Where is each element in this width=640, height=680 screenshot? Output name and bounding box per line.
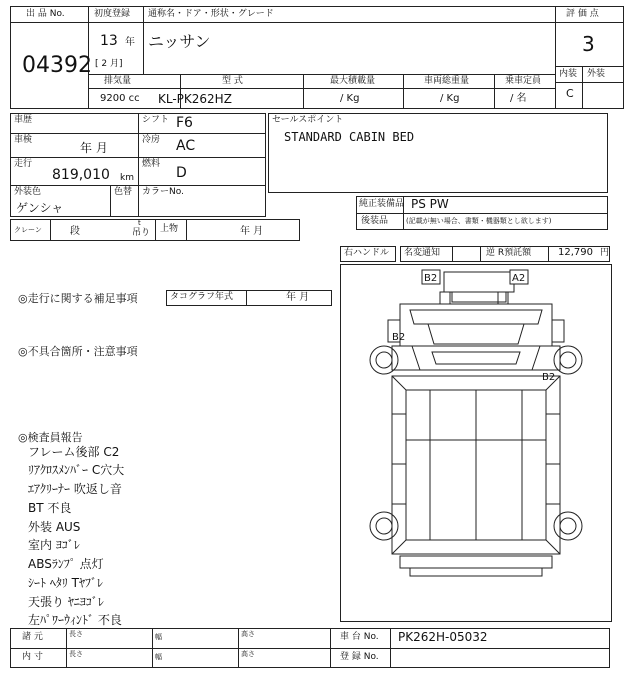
interior-grade: C: [566, 87, 574, 100]
crane-tonnage: t: [138, 219, 141, 227]
meter-change-label: 名変通知: [404, 248, 441, 258]
first-reg-year-unit: 年: [125, 37, 135, 48]
fuel-label: 燃料: [142, 159, 161, 169]
height-label-inner: 高さ: [241, 650, 255, 658]
width-label: 幅: [155, 633, 162, 641]
list-item: 外装 AUS: [28, 520, 81, 534]
list-item: 天張り ﾔﾆﾖｺﾞﾚ: [28, 595, 104, 609]
color-change-label: 色替: [114, 187, 133, 197]
aftermarket-note: (記載が無い場合、書類・機器類とし欲します): [406, 217, 552, 225]
diagram-mark: B2: [392, 332, 406, 343]
loading-date: 年 月: [240, 226, 264, 237]
displacement: 9200 cc: [100, 93, 140, 104]
gross-weight-label: 車両総重量: [424, 76, 470, 86]
capacity-label: 乗車定員: [505, 76, 542, 86]
yen-label: 円: [600, 248, 610, 258]
interior-grade-label: 内装: [559, 69, 578, 79]
maker-name: ニッサン: [148, 32, 211, 51]
mileage-unit: km: [120, 173, 134, 183]
max-load-label: 最大積載量: [330, 76, 376, 86]
equipment-label: 純正装備品: [359, 199, 405, 209]
capacity: / 名: [510, 93, 527, 104]
crane-label: クレーン: [14, 226, 42, 234]
displacement-label: 排気量: [104, 76, 132, 86]
diagram-mark: A2: [512, 273, 526, 284]
tachograph-value: 年 月: [286, 292, 310, 303]
color-value: ゲンシャ: [16, 201, 64, 215]
tachograph-label: タコグラフ年式: [170, 292, 234, 302]
exterior-grade-label: 外装: [587, 69, 606, 79]
registration-label: 登 録 No.: [340, 652, 379, 662]
diagram-mark: B2: [424, 273, 438, 284]
rating-value: 3: [582, 32, 595, 56]
max-load: / Kg: [340, 93, 360, 104]
equipment-value: PS PW: [411, 197, 449, 211]
width-label-inner: 幅: [155, 653, 162, 661]
list-item: ｴｱｸﾘｰﾅｰ 吹返し音: [28, 482, 122, 496]
color-no-label: カラーNo.: [142, 187, 184, 197]
inner-label: 内 寸: [22, 652, 43, 662]
inspection-label: 車検: [14, 135, 33, 145]
vehicle-diagram: [340, 264, 612, 622]
driving-notes-heading: ◎走行に関する補足事項: [18, 292, 138, 305]
chassis-label: 車 台 No.: [340, 632, 379, 642]
first-reg-month: [ 2 月]: [95, 59, 123, 69]
height-label: 高さ: [241, 630, 255, 638]
diagram-mark: B2: [542, 372, 556, 383]
list-item: BT 不良: [28, 501, 72, 515]
shift-label: シフト: [142, 115, 170, 125]
mileage-label: 走行: [14, 159, 33, 169]
color-label: 外装色: [14, 187, 42, 197]
inspector-heading: ◎検査員報告: [18, 431, 83, 444]
list-item: フレーム後部 C2: [28, 445, 120, 459]
fuel-value: D: [176, 165, 187, 181]
lot-no-label: 出 品 No.: [26, 9, 65, 19]
list-item: ﾘｱｸﾛｽﾒﾝﾊﾞｰ C穴大: [28, 463, 125, 477]
defects-heading: ◎不具合箇所・注意事項: [18, 345, 138, 358]
inspection-value: 年 月: [80, 141, 108, 155]
aircon-value: AC: [176, 138, 196, 154]
first-reg-year: 13: [100, 33, 118, 49]
dims-label: 諸 元: [22, 632, 43, 642]
recycle-label: 逆 R預託額: [486, 248, 532, 258]
length-label: 長さ: [69, 630, 83, 638]
shift-value: F6: [176, 115, 193, 131]
model-name-label: 通称名・ドア・形状・グレード: [148, 9, 274, 19]
lot-no: 04392: [22, 53, 92, 78]
chassis-no: PK262H-05032: [398, 630, 488, 644]
aircon-label: 冷房: [142, 135, 161, 145]
handle-side: 右ハンドル: [344, 248, 390, 258]
first-reg-label: 初度登録: [94, 9, 131, 19]
list-item: ABSﾗﾝﾌﾟ 点灯: [28, 557, 104, 571]
sales-point-label: セールスポイント: [272, 115, 344, 125]
model-code: KL-PK262HZ: [158, 92, 232, 106]
crane-hoist: 吊り: [132, 228, 151, 238]
list-item: ｼｰﾄ ﾍﾀﾘ Tﾔﾌﾞﾚ: [28, 576, 103, 590]
mileage-value: 819,010: [52, 167, 110, 183]
aftermarket-label: 後装品: [361, 216, 389, 226]
crane-stage: 段: [70, 226, 80, 237]
model-code-label: 型 式: [222, 76, 243, 86]
gross-weight: / Kg: [440, 93, 460, 104]
sales-point-text: STANDARD CABIN BED: [284, 130, 415, 144]
sales-point-box: [268, 113, 608, 193]
length-label-inner: 長さ: [69, 650, 83, 658]
list-item: 左ﾊﾟﾜｰｳｨﾝﾄﾞ 不良: [28, 613, 122, 627]
list-item: 室内 ﾖｺﾞﾚ: [28, 538, 80, 552]
loading-label: 上物: [160, 224, 179, 234]
rating-label: 評 価 点: [566, 9, 599, 19]
recycle-amount: 12,790: [558, 247, 593, 258]
history-label: 車歴: [14, 115, 33, 125]
